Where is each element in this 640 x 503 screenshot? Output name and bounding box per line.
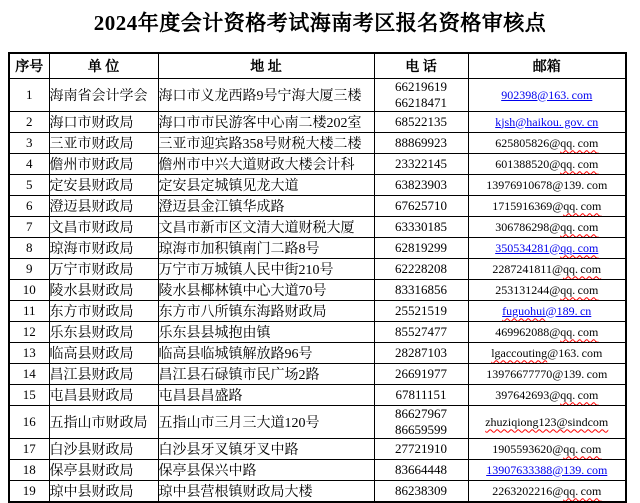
- email-text: 2263202216@qq. com: [492, 483, 602, 498]
- unit-cell: 儋州市财政局: [49, 154, 158, 175]
- row-number-cell: 12: [9, 322, 49, 343]
- header-row: [9, 53, 626, 79]
- unit-cell: 三亚市财政局: [49, 133, 158, 154]
- email-link[interactable]: fuguohui@189. cn: [502, 303, 592, 318]
- phone-number: 86659599: [395, 422, 447, 437]
- phone-cell: [374, 406, 468, 439]
- table-header: [9, 53, 626, 79]
- address-cell: 海口市义龙西路9号宁海大厦三楼: [158, 79, 374, 112]
- unit-cell: 海南省会计学会: [49, 79, 158, 112]
- table-row: [9, 406, 626, 439]
- phone-number: 88869923: [395, 135, 447, 150]
- row-number-cell: 15: [9, 385, 49, 406]
- unit-cell: 海口市财政局: [49, 112, 158, 133]
- email-cell: [468, 112, 626, 133]
- col-header-unit: 单 位: [49, 53, 158, 79]
- phone-cell: [374, 460, 468, 481]
- phone-cell: [374, 439, 468, 460]
- phone-cell: [374, 280, 468, 301]
- table-row: [9, 481, 626, 503]
- row-number-cell: 16: [9, 406, 49, 439]
- email-cell: [468, 217, 626, 238]
- email-text: 13976677770@139. com: [486, 366, 608, 381]
- phone-number: 23322145: [395, 156, 447, 171]
- address-cell: 儋州市中兴大道财政大楼会计科: [158, 154, 374, 175]
- table-row: [9, 322, 626, 343]
- email-link[interactable]: 350534281@qq. com: [495, 240, 599, 255]
- phone-cell: [374, 112, 468, 133]
- phone-number: 67811151: [395, 387, 447, 402]
- unit-cell: 东方市财政局: [49, 301, 158, 322]
- table-row: [9, 364, 626, 385]
- table-row: [9, 154, 626, 175]
- address-cell: 三亚市迎宾路358号财税大楼二楼: [158, 133, 374, 154]
- address-cell: 琼海市加积镇南门二路8号: [158, 238, 374, 259]
- address-cell: 文昌市新市区文清大道财税大厦: [158, 217, 374, 238]
- phone-number: 85527477: [395, 324, 447, 339]
- email-text: 625805826@qq. com: [495, 135, 599, 150]
- phone-number: 26691977: [395, 366, 447, 381]
- phone-number: 63330185: [395, 219, 447, 234]
- address-cell: 保亭县保兴中路: [158, 460, 374, 481]
- email-cell: [468, 79, 626, 112]
- email-cell: [468, 133, 626, 154]
- phone-cell: [374, 238, 468, 259]
- row-number-cell: 2: [9, 112, 49, 133]
- table-row: [9, 196, 626, 217]
- table-body: [9, 79, 626, 503]
- phone-number: 83316856: [395, 282, 447, 297]
- phone-cell: [374, 343, 468, 364]
- unit-cell: 琼海市财政局: [49, 238, 158, 259]
- unit-cell: 定安县财政局: [49, 175, 158, 196]
- table-row: [9, 112, 626, 133]
- email-cell: [468, 364, 626, 385]
- phone-cell: [374, 259, 468, 280]
- unit-cell: 澄迈县财政局: [49, 196, 158, 217]
- unit-cell: 五指山市财政局: [49, 406, 158, 439]
- phone-cell: [374, 175, 468, 196]
- unit-cell: 临高县财政局: [49, 343, 158, 364]
- phone-number: 27721910: [395, 441, 447, 456]
- phone-cell: [374, 79, 468, 112]
- table-row: [9, 259, 626, 280]
- phone-number: 67625710: [395, 198, 447, 213]
- row-number-cell: 6: [9, 196, 49, 217]
- email-cell: [468, 238, 626, 259]
- address-cell: 海口市市民游客中心南二楼202室: [158, 112, 374, 133]
- phone-cell: [374, 481, 468, 503]
- address-cell: 陵水县椰林镇中心大道70号: [158, 280, 374, 301]
- unit-cell: 万宁市财政局: [49, 259, 158, 280]
- email-text: lgaccouting@163. com: [491, 345, 603, 360]
- phone-number: 86627967: [395, 406, 447, 421]
- phone-number: 25521519: [395, 303, 447, 318]
- email-cell: [468, 460, 626, 481]
- address-cell: 定安县定城镇见龙大道: [158, 175, 374, 196]
- email-link[interactable]: 13907633388@139. com: [486, 462, 608, 477]
- phone-number: 28287103: [395, 345, 447, 360]
- table-row: [9, 280, 626, 301]
- row-number-cell: 5: [9, 175, 49, 196]
- email-text: 601388520@qq. com: [495, 156, 599, 171]
- unit-cell: 陵水县财政局: [49, 280, 158, 301]
- row-number-cell: 9: [9, 259, 49, 280]
- email-cell: [468, 154, 626, 175]
- row-number-cell: 1: [9, 79, 49, 112]
- unit-cell: 屯昌县财政局: [49, 385, 158, 406]
- phone-cell: [374, 301, 468, 322]
- email-cell: [468, 280, 626, 301]
- email-cell: [468, 439, 626, 460]
- email-cell: [468, 322, 626, 343]
- review-points-table: [8, 52, 627, 503]
- col-header-address: 地 址: [158, 53, 374, 79]
- table-row: [9, 439, 626, 460]
- phone-number: 68522135: [395, 114, 447, 129]
- email-cell: [468, 175, 626, 196]
- row-number-cell: 3: [9, 133, 49, 154]
- email-text: 13976910678@139. com: [486, 177, 608, 192]
- col-header-email: 邮箱: [468, 53, 626, 79]
- email-link[interactable]: 902398@163. com: [501, 87, 593, 102]
- address-cell: 临高县临城镇解放路96号: [158, 343, 374, 364]
- phone-number: 86238309: [395, 483, 447, 498]
- phone-number: 83664448: [395, 462, 447, 477]
- phone-cell: [374, 364, 468, 385]
- table-row: [9, 175, 626, 196]
- address-cell: 万宁市万城镇人民中街210号: [158, 259, 374, 280]
- phone-cell: [374, 133, 468, 154]
- phone-cell: [374, 385, 468, 406]
- col-header-phone: 电 话: [374, 53, 468, 79]
- email-cell: [468, 259, 626, 280]
- phone-cell: [374, 217, 468, 238]
- table-row: [9, 301, 626, 322]
- row-number-cell: 4: [9, 154, 49, 175]
- address-cell: 乐东县县城抱由镇: [158, 322, 374, 343]
- table-row: [9, 238, 626, 259]
- row-number-cell: 7: [9, 217, 49, 238]
- phone-number: 62228208: [395, 261, 447, 276]
- email-cell: [468, 343, 626, 364]
- row-number-cell: 17: [9, 439, 49, 460]
- row-number-cell: 13: [9, 343, 49, 364]
- phone-cell: [374, 322, 468, 343]
- unit-cell: 保亭县财政局: [49, 460, 158, 481]
- phone-cell: [374, 154, 468, 175]
- row-number-cell: 10: [9, 280, 49, 301]
- address-cell: 东方市八所镇东海路财政局: [158, 301, 374, 322]
- address-cell: 澄迈县金江镇华成路: [158, 196, 374, 217]
- email-cell: [468, 196, 626, 217]
- phone-cell: [374, 196, 468, 217]
- email-cell: [468, 406, 626, 439]
- email-cell: [468, 301, 626, 322]
- row-number-cell: 19: [9, 481, 49, 503]
- email-text: 1905593620@qq. com: [492, 441, 602, 456]
- email-link[interactable]: kjsh@haikou. gov. cn: [495, 114, 599, 129]
- email-text: 253131244@qq. com: [495, 282, 599, 297]
- phone-number: 62819299: [395, 240, 447, 255]
- row-number-cell: 14: [9, 364, 49, 385]
- unit-cell: 琼中县财政局: [49, 481, 158, 503]
- email-text: 1715916369@qq. com: [492, 198, 602, 213]
- email-text: 306786298@qq. com: [495, 219, 599, 234]
- email-text: 2287241811@qq. com: [492, 261, 602, 276]
- unit-cell: 文昌市财政局: [49, 217, 158, 238]
- page-title: 2024年度会计资格考试海南考区报名资格审核点: [93, 11, 547, 35]
- table-row: [9, 460, 626, 481]
- address-cell: 屯昌县昌盛路: [158, 385, 374, 406]
- row-number-cell: 8: [9, 238, 49, 259]
- address-cell: 昌江县石碌镇市民广场2路: [158, 364, 374, 385]
- unit-cell: 白沙县财政局: [49, 439, 158, 460]
- col-header-no: 序号: [9, 53, 49, 79]
- address-cell: 五指山市三月三大道120号: [158, 406, 374, 439]
- phone-number: 63823903: [395, 177, 447, 192]
- phone-number: 66219619: [395, 79, 447, 94]
- unit-cell: 乐东县财政局: [49, 322, 158, 343]
- address-cell: 琼中县营根镇财政局大楼: [158, 481, 374, 503]
- email-text: 397642693@qq. com: [495, 387, 599, 402]
- email-cell: [468, 385, 626, 406]
- address-cell: 白沙县牙叉镇牙叉中路: [158, 439, 374, 460]
- table-row: [9, 79, 626, 112]
- email-text: 469962088@qq. com: [495, 324, 599, 339]
- table-row: [9, 133, 626, 154]
- table-row: [9, 217, 626, 238]
- row-number-cell: 18: [9, 460, 49, 481]
- table-row: [9, 385, 626, 406]
- table-row: [9, 343, 626, 364]
- unit-cell: 昌江县财政局: [49, 364, 158, 385]
- email-cell: [468, 481, 626, 503]
- email-text: zhuziqiong123@sindcom: [485, 414, 609, 429]
- row-number-cell: 11: [9, 301, 49, 322]
- phone-number: 66218471: [395, 95, 447, 110]
